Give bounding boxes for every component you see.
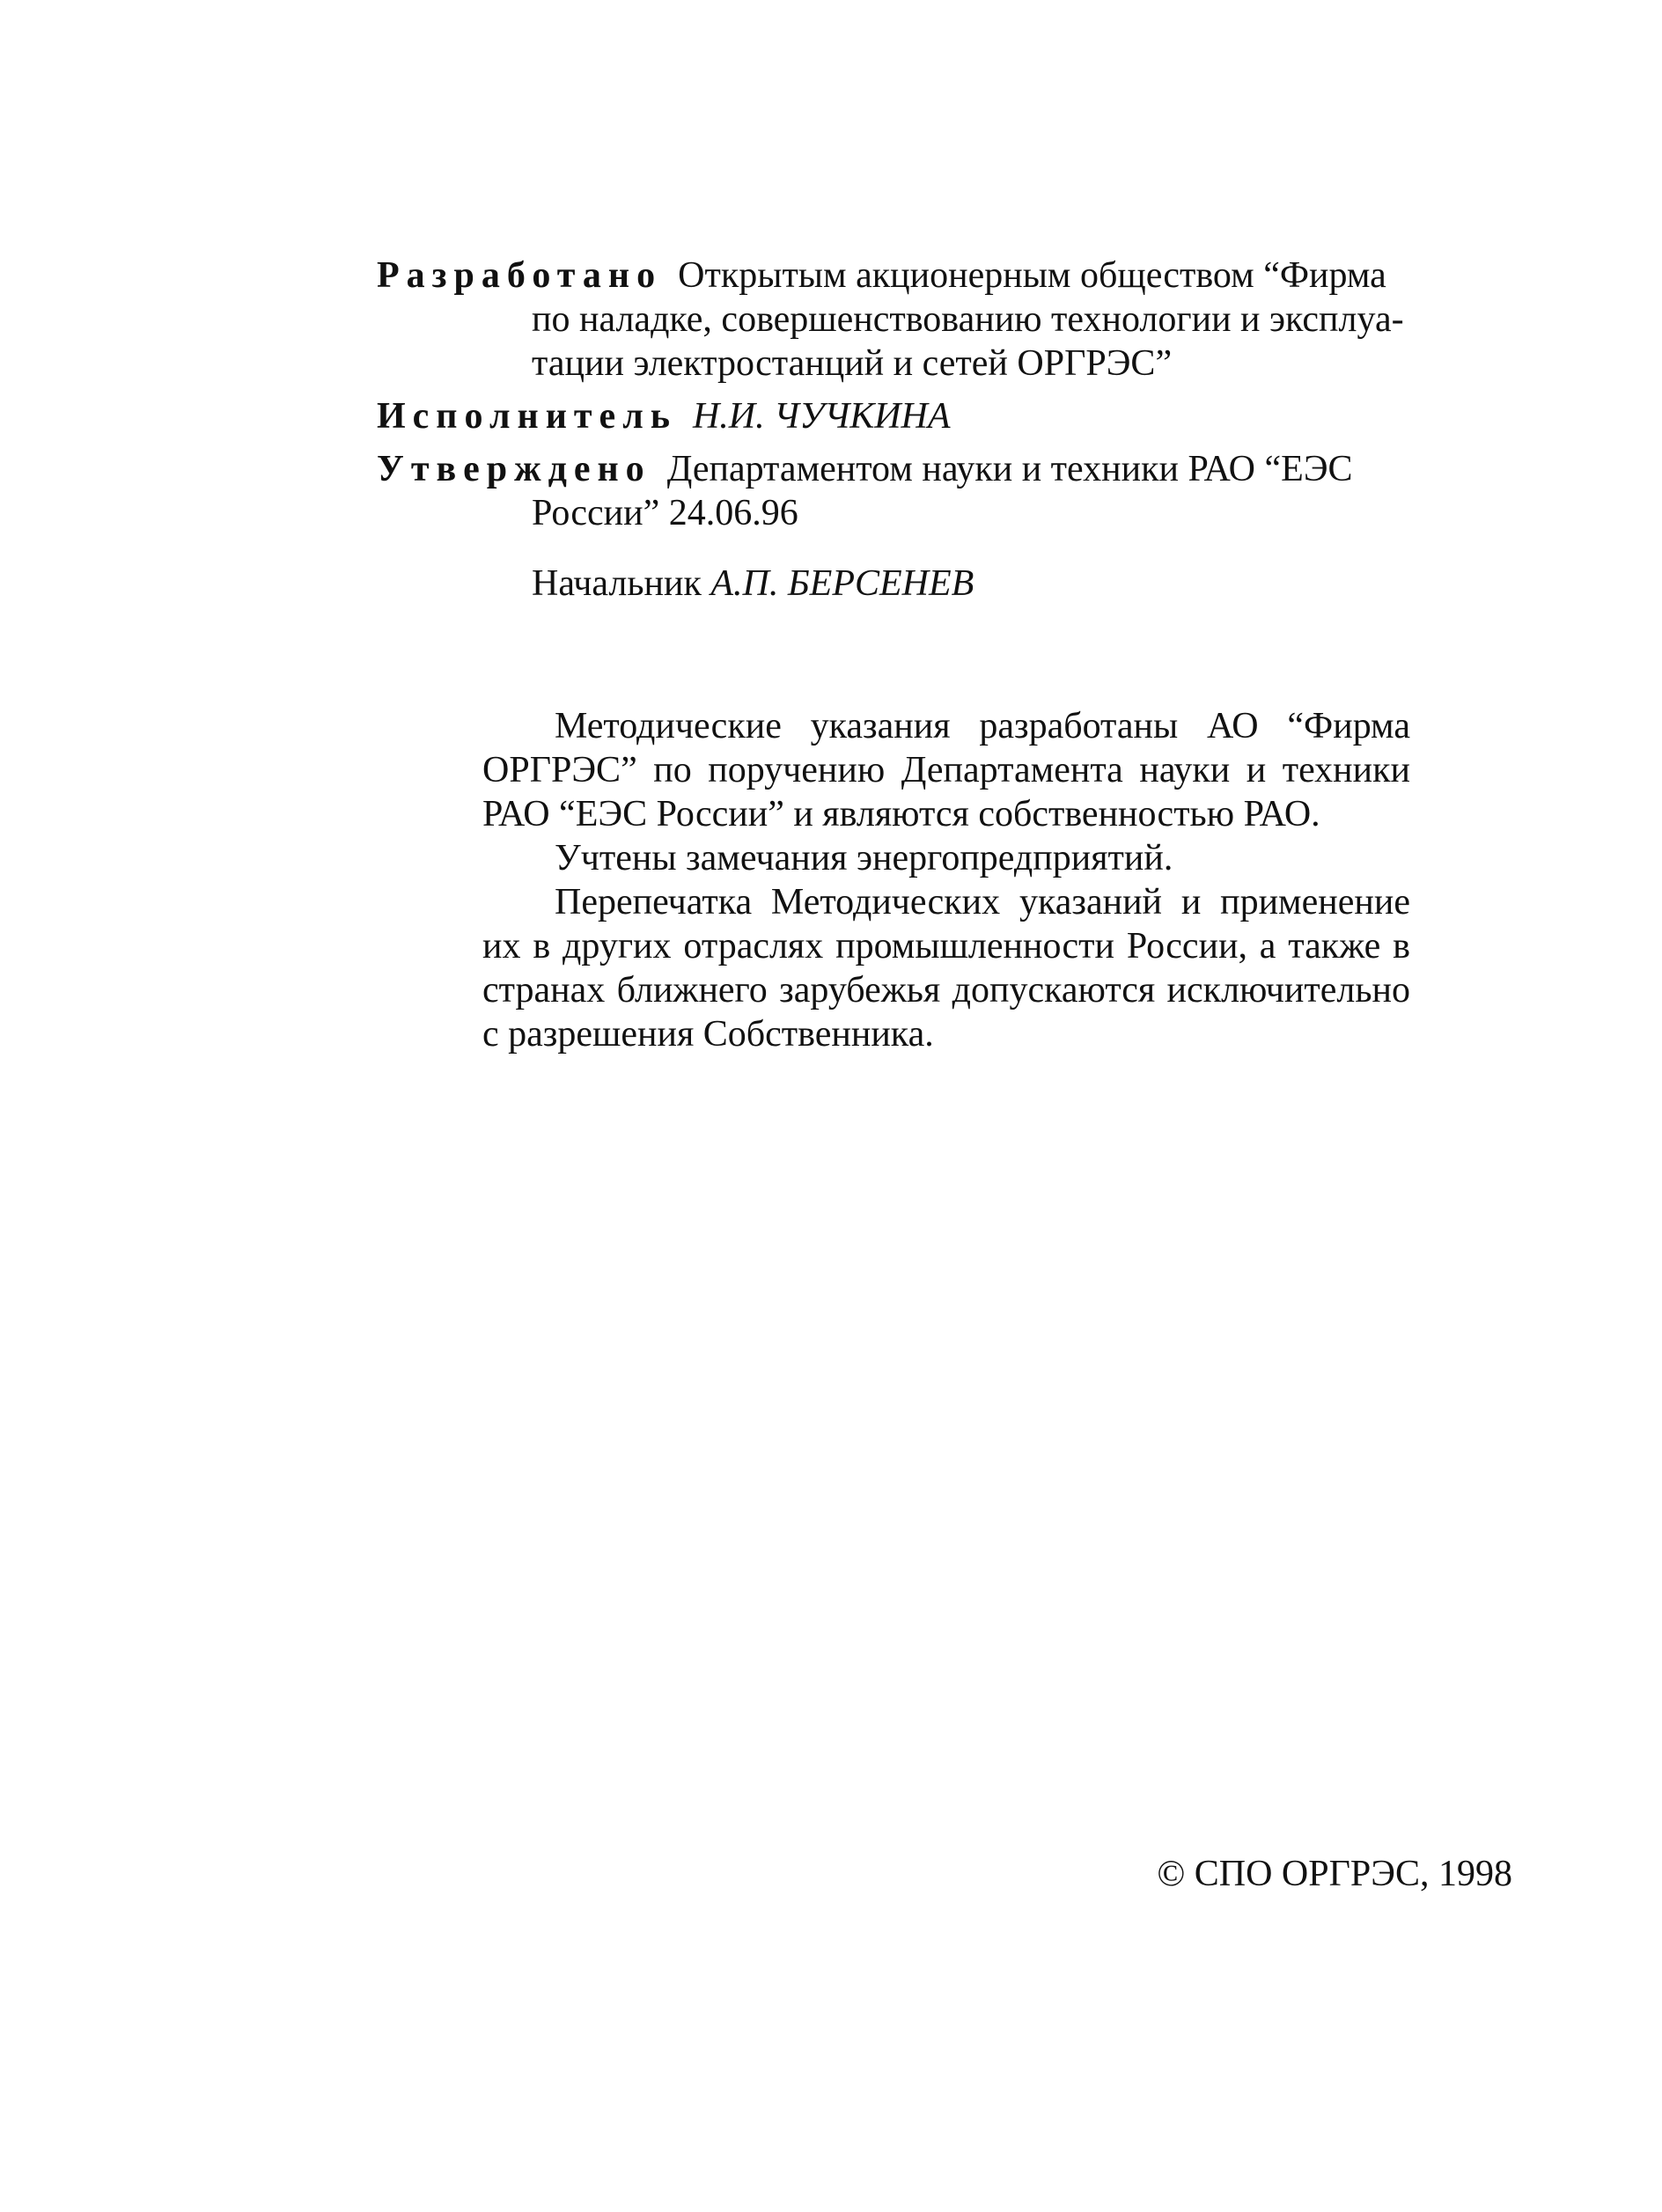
head-title: Начальник [532,563,702,604]
credit-approved [377,447,1512,606]
approved-head [377,562,1512,606]
developed-text-3: тации электростанций и сетей ОРГРЭС” [532,343,1173,384]
credits-block [377,254,1512,614]
notice-paragraph-1: Методические указания разработаны АО “Фирма ОРГРЭС” по поручению Департамента науки и техники РАО “ЕЭС России” и являются собственностью РАО. [482,706,1410,834]
performer-name: Н.И. ЧУЧКИНА [692,396,951,437]
credit-approved-line-1 [377,447,1512,491]
head-name: А.П. БЕРСЕНЕВ [710,563,974,604]
performer-label: Исполнитель [377,396,677,437]
credit-performer [377,394,1512,438]
developed-text-1: Открытым акционерным обществом “Фирма [678,255,1386,296]
approved-text-2: России” 24.06.96 [532,493,798,533]
approved-text-1: Департаментом науки и техники РАО “ЕЭС [666,449,1353,489]
notice-paragraph-3: Перепечатка Методических указаний и применение их в других отраслях промышленности России, а также в странах ближнего зарубежья допускаются исключительно с разрешения Собственника. [482,882,1410,1055]
notice-block [482,704,1410,1056]
developed-label: Разработано [377,255,663,296]
credit-developed-line-1 [377,254,1512,298]
credit-developed [377,254,1512,386]
notice-paragraph-2: Учтены замечания энергопредприятий. [555,838,1173,878]
developed-text-2: по наладке, совершенствованию технологии и эксплуа- [532,299,1404,340]
approved-label: Утверждено [377,449,651,489]
copyright-notice: © СПО ОРГРЭС, 1998 [1157,1854,1512,1894]
